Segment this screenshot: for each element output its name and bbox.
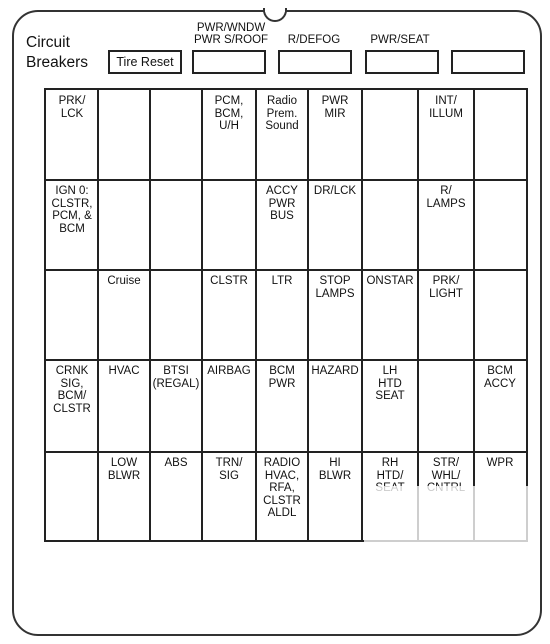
circuit-breakers-title: Circuit Breakers (26, 34, 89, 71)
fuse-cell: WPR (486, 457, 514, 469)
breaker-blank (451, 50, 525, 74)
fuse-cell: ABS (164, 457, 188, 469)
breaker-tire-reset (108, 50, 182, 74)
fuse-cell: PCM, BCM, U/H (214, 95, 244, 132)
breaker-top-label-r-defog: R/DEFOG (287, 34, 341, 46)
fuse-cell: HAZARD (311, 365, 359, 377)
breaker-pwr-wndw (192, 50, 266, 74)
fuse-cell: CLSTR (210, 275, 248, 287)
grid-divider-vertical (473, 90, 475, 540)
fuse-cell: STR/ WHL/ (431, 457, 461, 482)
fuse-cell: TRN/ SIG (215, 457, 243, 482)
breaker-top-label-pwr-wndw: PWR/WNDW PWR S/ROOF (193, 22, 269, 46)
fuse-cell: BCM PWR (268, 365, 296, 390)
fuse-cell: PRK/ LCK (58, 95, 86, 120)
fuse-cell: BTSI (REGAL) (152, 365, 200, 390)
breaker-label: Tire Reset (116, 55, 174, 69)
grid-divider-horizontal (46, 269, 526, 271)
fuse-cell: HI BLWR (318, 457, 352, 482)
fuse-cell: LOW BLWR (107, 457, 141, 482)
fuse-cell: LH HTD SEAT (375, 365, 405, 402)
fuse-cell: RH HTD/ (376, 457, 404, 482)
grid-divider-vertical (149, 90, 151, 540)
fuse-cell: CRNK SIG, BCM/ CLSTR (53, 365, 91, 415)
grid-divider-horizontal (46, 359, 526, 361)
fuse-cell: AIRBAG (207, 365, 251, 377)
grid-divider-horizontal (46, 451, 526, 453)
fuse-cell: PWR MIR (321, 95, 349, 120)
fuse-cell: BCM ACCY (484, 365, 516, 390)
fuse-cell: IGN 0: CLSTR, PCM, & BCM (51, 185, 93, 235)
fuse-cell: HVAC (108, 365, 140, 377)
fuse-cell: INT/ ILLUM (429, 95, 463, 120)
fuse-grid (44, 88, 528, 542)
fuse-cell: STOP LAMPS (315, 275, 355, 300)
fuse-cell: Cruise (107, 275, 141, 287)
worn-label-area (364, 486, 528, 542)
fuse-cell: DR/LCK (313, 185, 357, 197)
breaker-r-defog (278, 50, 352, 74)
fuse-cell: RADIO HVAC, RFA, CLSTR ALDL (263, 457, 301, 519)
grid-divider-horizontal (46, 179, 526, 181)
fuse-cell: R/ LAMPS (426, 185, 466, 210)
fuse-cell: Radio Prem. Sound (265, 95, 299, 132)
breaker-pwr-seat (365, 50, 439, 74)
fuse-cell: LTR (271, 275, 293, 287)
fuse-cell: ACCY PWR BUS (266, 185, 298, 222)
fuse-cell: PRK/ LIGHT (429, 275, 463, 300)
breaker-top-label-pwr-seat: PWR/SEAT (370, 34, 430, 46)
fuse-cell: ONSTAR (366, 275, 414, 287)
